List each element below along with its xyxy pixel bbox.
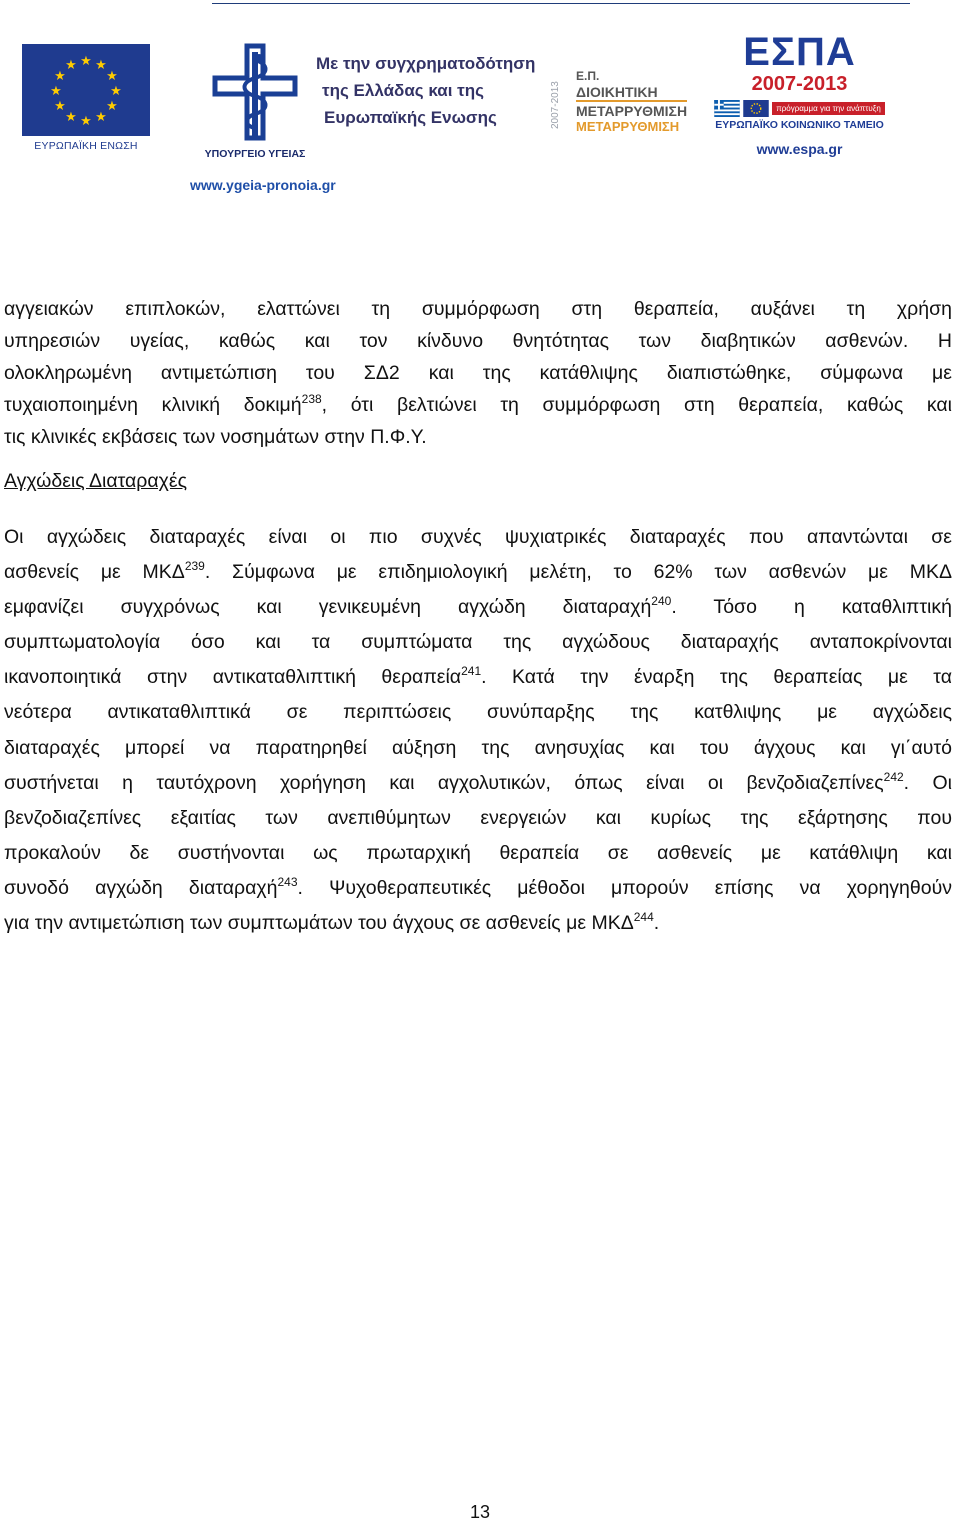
ministry-logo	[200, 38, 310, 160]
ep-line-3: ΜΕΤΑΡΡΥΘΜΙΣΗ	[576, 100, 687, 119]
reference-243: 243	[277, 874, 298, 889]
page-number: 13	[469, 1502, 491, 1522]
text-line: βενζοδιαζεπίνες εξαιτίας των ανεπιθύμητων ενεργειών και κυρίως της εξάρτησης που	[4, 806, 952, 829]
ep-line-4: ΜΕΤΑΡΡΥΘΜΙΣΗ	[576, 119, 680, 134]
espa-tagline: πρόγραμμα για την ανάπτυξη	[772, 102, 885, 115]
text-line: ολοκληρωμένη αντιμετώπιση του ΣΔ2 και της κατάθλιψης διαπιστώθηκε, σύμφωνα με	[4, 362, 952, 384]
espa-url[interactable]: www.espa.gr	[756, 141, 843, 157]
text-fragment: συστήνεται η ταυτόχρονη χορήγηση και αγχολυτικών, όπως είναι οι βενζοδιαζεπίνες	[4, 771, 884, 794]
cofunding-statement	[316, 50, 556, 131]
svg-text:★: ★	[54, 69, 66, 84]
text-line: αγγειακών επιπλοκών, ελαττώνει τη συμμόρφωση στη θεραπεία, αυξάνει τη χρήση	[4, 298, 952, 320]
eu-flag-icon	[22, 44, 150, 136]
text-fragment: τυχαιοποιημένη κλινική δοκιμή	[4, 394, 302, 416]
espa-strip	[712, 100, 887, 117]
espa-fund: ΕΥΡΩΠΑΪΚΟ ΚΟΙΝΩΝΙΚΟ ΤΑΜΕΙΟ	[715, 119, 884, 131]
text-fragment: .	[653, 912, 660, 935]
eu-logo	[22, 44, 150, 152]
text-fragment: . Τόσο η καταθλιπτική	[671, 596, 952, 619]
text-fragment: συνοδό αγχώδη διαταραχή	[4, 876, 278, 899]
text-fragment: . Οι	[903, 771, 952, 794]
text-line: νεότερα αντικαταθλιπτικά σε περιπτώσεις συνύπαρξης της κατθλιψης με αγχώδεις	[4, 701, 952, 724]
text-fragment: , ότι βελτιώνει τη συμμόρφωση στη θεραπεία, καθώς και	[321, 394, 952, 416]
text-line: Οι αγχώδεις διαταραχές είναι οι πιο συχνές ψυχιατρικές διαταραχές που απαντώνται σε	[4, 526, 952, 548]
text-line	[4, 766, 952, 801]
svg-text:★: ★	[80, 114, 92, 129]
svg-text:★: ★	[95, 110, 107, 125]
espa-years: 2007-2013	[751, 73, 848, 95]
reference-244: 244	[633, 910, 654, 925]
text-line: τις κλινικές εκβάσεις των νοσημάτων στην Π.Φ.Υ.	[4, 426, 427, 448]
eu-caption: ΕΥΡΩΠΑΪΚΗ ΕΝΩΣΗ	[34, 140, 138, 152]
svg-text:★: ★	[80, 54, 92, 69]
text-fragment: εμφανίζει συγχρόνως και γενικευμένη αγχώδη διαταραχή	[4, 596, 652, 619]
header-rule	[212, 3, 910, 4]
reference-238: 238	[301, 392, 322, 406]
paragraph-2	[4, 520, 952, 941]
text-line	[4, 389, 952, 421]
text-line	[4, 590, 952, 625]
reference-241: 241	[461, 664, 482, 679]
section-heading: Αγχώδεις Διαταραχές	[4, 470, 187, 492]
rod-of-asclepius-icon	[207, 38, 303, 146]
svg-text:★: ★	[54, 99, 66, 114]
text-line: διαταραχές μπορεί να παρατηρηθεί αύξηση της ανησυχίας και του άγχους και γι΄αυτό	[4, 736, 952, 759]
espa-logo	[712, 32, 887, 157]
svg-text:★: ★	[106, 69, 118, 84]
svg-text:★: ★	[106, 99, 118, 114]
espa-title: ΕΣΠΑ	[743, 30, 856, 74]
reference-242: 242	[883, 769, 904, 784]
text-fragment: ικανοποιητικά στην αντικαταθλιπτική θεραπεία	[4, 666, 462, 689]
text-line	[4, 906, 952, 941]
text-fragment: ασθενείς με ΜΚΔ	[4, 561, 185, 584]
cofunding-line-1: Με την συγχρηματοδότηση	[316, 54, 536, 73]
ministry-caption: ΥΠΟΥΡΓΕΙΟ ΥΓΕΙΑΣ	[204, 148, 306, 160]
reference-240: 240	[651, 594, 672, 609]
cofunding-line-2: της Ελλάδας και της	[322, 81, 484, 100]
text-line: προκαλούν δε συστήνονται ως πρωταρχική θεραπεία σε ασθενείς με κατάθλιψη και	[4, 841, 952, 864]
text-line	[4, 871, 952, 906]
text-fragment: για την αντιμετώπιση των συμπτωμάτων του άγχους σε ασθενείς με ΜΚΔ	[4, 912, 634, 935]
eu-flag-small-icon	[743, 100, 769, 117]
greek-flag-icon	[714, 100, 740, 117]
svg-text:★: ★	[50, 84, 62, 99]
svg-text:★: ★	[95, 58, 107, 73]
svg-text:★: ★	[110, 84, 122, 99]
ep-line-2: ΔΙΟΙΚΗΤΙΚΗ	[576, 84, 658, 100]
text-line: υπηρεσιών υγείας, καθώς και τον κίνδυνο θνητότητας των διαβητικών ασθενών. Η	[4, 330, 952, 352]
text-fragment: . Σύμφωνα με επιδημιολογική μελέτη, το 62% των ασθενών με ΜΚΔ	[204, 561, 952, 584]
ygeia-url[interactable]: www.ygeia-pronoia.gr	[190, 177, 336, 193]
text-line	[4, 660, 952, 695]
administrative-reform-logo	[550, 60, 700, 150]
ep-line-1: Ε.Π.	[576, 69, 600, 83]
text-fragment: . Κατά την έναρξη της θεραπείας με τα	[481, 666, 952, 689]
paragraph-1	[4, 293, 952, 453]
svg-text:★: ★	[65, 58, 77, 73]
svg-text:★: ★	[65, 110, 77, 125]
text-fragment: . Ψυχοθεραπευτικές μέθοδοι μπορούν επίσης να χορηγηθούν	[297, 876, 952, 899]
text-line: συμπτωματολογία όσο και τα συμπτώματα της αγχώδους διαταραχής ανταποκρίνονται	[4, 631, 952, 654]
ep-years: 2007-2013	[550, 81, 561, 129]
reference-239: 239	[184, 559, 205, 574]
cofunding-line-3: Ευρωπαϊκής Ενωσης	[324, 108, 497, 127]
text-line	[4, 555, 952, 590]
